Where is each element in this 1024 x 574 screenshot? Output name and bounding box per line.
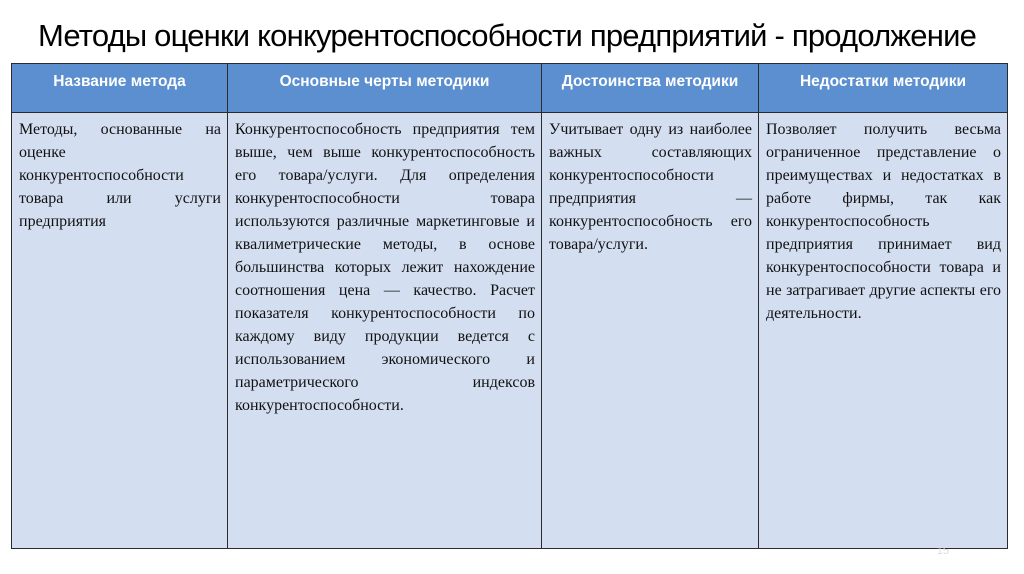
header-disadvantages: Недостатки методики bbox=[759, 64, 1008, 113]
cell-features: Конкурентоспособность предприятия тем выше, чем выше конкурентоспособность его товара/услуги. Для определения конкурентоспособности товара используются различные маркетинговые и квалиметрические методы, в основе большинства которых лежит нахождение соотношения цена — качество. Расчет показателя конкурентоспособности по каждому виду продукции ведется с использованием экономического и параметрического индексов конкурентоспособности. bbox=[228, 113, 542, 549]
table-row bbox=[12, 113, 1008, 549]
slide-title: Методы оценки конкурентоспособности предприятий - продолжение bbox=[38, 18, 977, 53]
cell-method-name: Методы, основанные на оценке конкурентоспособности товара или услуги предприятия bbox=[12, 113, 228, 549]
methods-comparison-table bbox=[11, 63, 1008, 549]
header-method-name: Название метода bbox=[12, 64, 228, 113]
header-advantages: Достоинства методики bbox=[542, 64, 759, 113]
page-number: 15 bbox=[936, 545, 949, 557]
cell-advantages: Учитывает одну из наиболее важных составляющих конкурентоспособности предприятия — конкурентоспособность его товара/услуги. bbox=[542, 113, 759, 549]
header-features: Основные черты методики bbox=[228, 64, 542, 113]
cell-disadvantages: Позволяет получить весьма ограниченное представление о преимуществах и недостатках в работе фирмы, так как конкурентоспособность предприятия принимает вид конкурентоспособности товара и не затрагивает другие аспекты его деятельности. bbox=[759, 113, 1008, 549]
table-header-row bbox=[12, 64, 1008, 113]
